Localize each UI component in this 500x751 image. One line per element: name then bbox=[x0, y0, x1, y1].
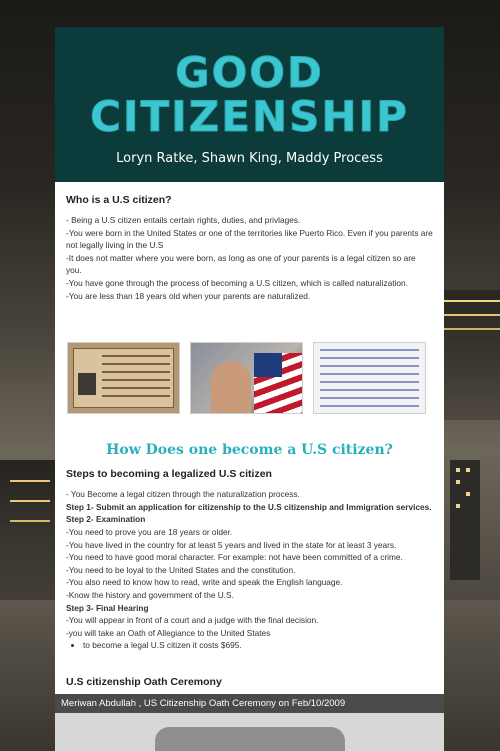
who-line: -It does not matter where you were born, as long as one of your parents is a legal citizen so are you. bbox=[66, 252, 416, 276]
flag-canton bbox=[254, 353, 282, 377]
image-gallery bbox=[55, 342, 444, 414]
step-2-line: -You need to prove you are 18 years or older. bbox=[66, 526, 233, 537]
step-2-line: -Know the history and government of the U.S. bbox=[66, 589, 234, 600]
step-3-line: -you will take an Oath of Allegiance to the United States bbox=[66, 627, 271, 638]
oath-section bbox=[55, 652, 444, 688]
who-text bbox=[66, 214, 433, 302]
step-2-line: -You need to have good moral character. For example: not have been committed of a crime. bbox=[66, 552, 403, 563]
video-player[interactable] bbox=[55, 713, 444, 751]
step-2-line: -You need to be loyal to the United States and the constitution. bbox=[66, 564, 296, 575]
steps-heading: Steps to becoming a legalized U.S citizen bbox=[66, 468, 272, 481]
steps-text bbox=[66, 488, 433, 652]
step-1: Step 1- Submit an application for citizenship to the U.S citizenship and Immigration services. bbox=[66, 501, 432, 512]
cost-list bbox=[83, 639, 433, 652]
oath-heading: U.S citizenship Oath Ceremony bbox=[66, 675, 222, 688]
cost-list-item: • to become a legal U.S citizen it costs $695. bbox=[83, 639, 433, 652]
who-section bbox=[55, 182, 444, 302]
step-2-line: -You have lived in the country for at least 5 years and lived in the state for at least 3 years. bbox=[66, 539, 397, 550]
certificate-image[interactable] bbox=[67, 342, 180, 414]
bridge-left-image bbox=[0, 460, 60, 600]
step-3-line: -You will appear in front of a court and a judge with the final decision. bbox=[66, 615, 319, 626]
building-image bbox=[450, 460, 480, 580]
person-image bbox=[211, 361, 251, 414]
authors: Loryn Ratke, Shawn King, Maddy Process bbox=[116, 151, 383, 166]
video-thumbnail[interactable] bbox=[155, 727, 345, 751]
title-line-2: CITIZENSHIP bbox=[90, 92, 409, 141]
step-3: Step 3- Final Hearing bbox=[66, 602, 149, 613]
portrait-image bbox=[78, 373, 96, 395]
video-caption[interactable]: Meriwan Abdullah , US Citizenship Oath Ceremony on Feb/10/2009 bbox=[55, 694, 444, 713]
who-line: -You have gone through the process of becoming a U.S citizen, which is called naturalization. bbox=[66, 277, 408, 288]
who-line: - Being a U.S citizen entails certain rights, duties, and privlages. bbox=[66, 215, 301, 225]
bridge-right-image bbox=[444, 290, 500, 420]
who-line: -You are less than 18 years old when your parents are naturalized. bbox=[66, 290, 311, 301]
header bbox=[55, 27, 444, 182]
flyer-panel bbox=[55, 27, 444, 751]
who-line: -You were born in the United States or one of the territories like Puerto Rico. Even if you parents are not legally living in the U.S bbox=[66, 227, 433, 251]
steps-section bbox=[55, 458, 444, 652]
step-2-line: -You also need to know how to read, write and speak the English language. bbox=[66, 577, 343, 588]
title-line-1: GOOD bbox=[175, 48, 324, 97]
application-form-image[interactable] bbox=[313, 342, 426, 414]
steps-intro: - You Become a legal citizen through the naturalization process. bbox=[66, 489, 300, 500]
flag-ceremony-image[interactable] bbox=[190, 342, 303, 414]
who-heading: Who is a U.S citizen? bbox=[66, 194, 172, 206]
page-title bbox=[55, 48, 444, 141]
step-2: Step 2- Examination bbox=[66, 514, 146, 525]
how-heading: How Does one become a U.S citizen? bbox=[106, 442, 393, 459]
